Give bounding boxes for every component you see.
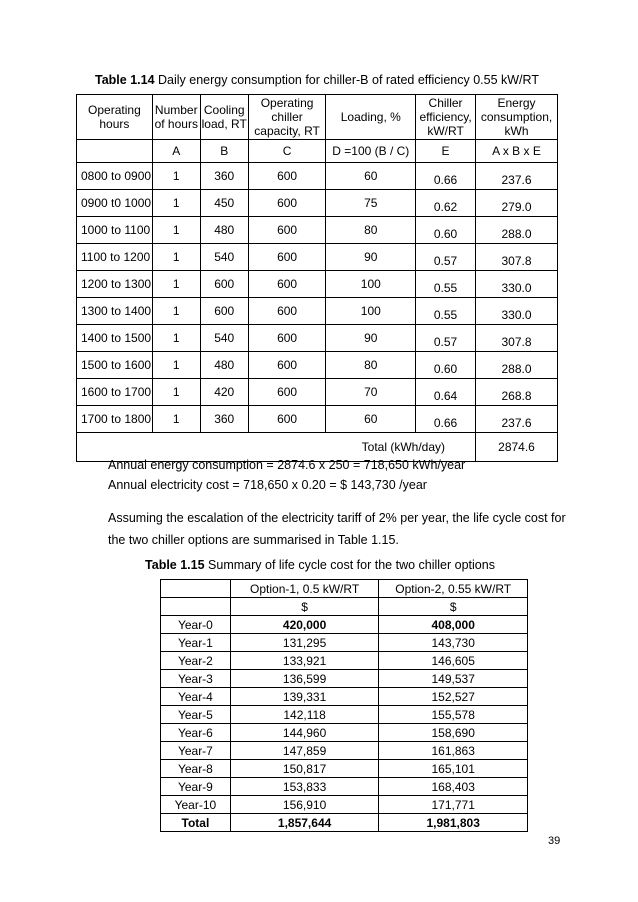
- table-cell: 1500 to 1600: [77, 352, 153, 379]
- table-cell: 420: [200, 379, 248, 406]
- table-cell: 0.66: [416, 163, 476, 190]
- table-cell: 171,771: [379, 796, 528, 814]
- table-cell: 161,863: [379, 742, 528, 760]
- table-cell: 0.60: [416, 352, 476, 379]
- table-row: [161, 616, 528, 634]
- table-row: [77, 298, 558, 325]
- table-cell: 1: [152, 298, 200, 325]
- annual-energy-text: Annual energy consumption = 2874.6 x 250 = 718,650 kWh/year: [108, 458, 466, 472]
- table-cell: 540: [200, 244, 248, 271]
- table-row: [161, 760, 528, 778]
- unit-option-1: $: [230, 598, 379, 616]
- table-cell: 1: [152, 271, 200, 298]
- table-cell: 1: [152, 379, 200, 406]
- table-cell: 600: [248, 217, 326, 244]
- table-cell: 360: [200, 163, 248, 190]
- table-cell: 155,578: [379, 706, 528, 724]
- header-option-2: Option-2, 0.55 kW/RT: [379, 580, 528, 598]
- header-chiller-efficiency: Chiller efficiency, kW/RT: [416, 95, 476, 140]
- table-cell: 408,000: [379, 616, 528, 634]
- table-row: [161, 706, 528, 724]
- table-cell: 480: [200, 352, 248, 379]
- table-cell: 600: [248, 271, 326, 298]
- table-1-14-label: Table 1.14: [95, 73, 155, 87]
- subheader: A x B x E: [476, 140, 558, 163]
- table-cell: 450: [200, 190, 248, 217]
- table-cell: 420,000: [230, 616, 379, 634]
- table-cell: 144,960: [230, 724, 379, 742]
- table-cell: 288.0: [476, 352, 558, 379]
- table-row: [161, 652, 528, 670]
- table-cell: 142,118: [230, 706, 379, 724]
- table-cell: 600: [248, 244, 326, 271]
- table-cell: 237.6: [476, 163, 558, 190]
- table-1-15-label: Table 1.15: [145, 558, 205, 572]
- table-row: [161, 688, 528, 706]
- table-cell: 360: [200, 406, 248, 433]
- table-cell: 279.0: [476, 190, 558, 217]
- subheader: D =100 (B / C): [326, 140, 416, 163]
- table-row-total: [161, 814, 528, 832]
- table-cell: 600: [200, 271, 248, 298]
- subheader: A: [152, 140, 200, 163]
- table-cell: 1: [152, 190, 200, 217]
- table-cell: 131,295: [230, 634, 379, 652]
- header-cooling-load: Cooling load, RT: [200, 95, 248, 140]
- table-cell: 540: [200, 325, 248, 352]
- subheader: B: [200, 140, 248, 163]
- table-cell: 600: [248, 352, 326, 379]
- table-1-15-caption: [120, 558, 520, 572]
- table-cell: 0800 to 0900: [77, 163, 153, 190]
- table-cell: 1: [152, 325, 200, 352]
- table-cell: Year-2: [161, 652, 231, 670]
- table-cell: 168,403: [379, 778, 528, 796]
- table-cell: 1: [152, 163, 200, 190]
- table-cell: 80: [326, 217, 416, 244]
- table-row: [77, 244, 558, 271]
- subheader: [77, 140, 153, 163]
- table-row: [161, 670, 528, 688]
- table-cell: Year-9: [161, 778, 231, 796]
- daily-energy-table: [76, 94, 558, 462]
- table-row: [161, 796, 528, 814]
- table-cell: 149,537: [379, 670, 528, 688]
- escalation-paragraph: Assuming the escalation of the electricity tariff of 2% per year, the life cycle cost for the two chiller options are summarised in Table 1.15.: [108, 511, 566, 547]
- table-cell: 100: [326, 271, 416, 298]
- table-1-15-title: Summary of life cycle cost for the two chiller options: [204, 558, 495, 572]
- table-cell: 158,690: [379, 724, 528, 742]
- table-cell: 0.66: [416, 406, 476, 433]
- table-cell: 600: [248, 325, 326, 352]
- table-cell: 0.55: [416, 271, 476, 298]
- table-cell: 600: [248, 298, 326, 325]
- unit-option-2: $: [379, 598, 528, 616]
- table-cell: 600: [248, 190, 326, 217]
- table-row: [77, 325, 558, 352]
- table-cell: 0.55: [416, 298, 476, 325]
- table-cell: 90: [326, 244, 416, 271]
- table-cell: 156,910: [230, 796, 379, 814]
- table-cell: 600: [248, 406, 326, 433]
- table-cell: 1400 to 1500: [77, 325, 153, 352]
- table-cell: 600: [248, 379, 326, 406]
- header-energy-consumption: Energy consumption, kWh: [476, 95, 558, 140]
- table-cell: Year-4: [161, 688, 231, 706]
- header-operating-hours: Operating hours: [77, 95, 153, 140]
- table-cell: 75: [326, 190, 416, 217]
- table-cell: 1600 to 1700: [77, 379, 153, 406]
- table-cell: Year-8: [161, 760, 231, 778]
- table-cell: 0.64: [416, 379, 476, 406]
- header-option-1: Option-1, 0.5 kW/RT: [230, 580, 379, 598]
- table-units-row: [161, 598, 528, 616]
- table-row: [77, 406, 558, 433]
- table-cell: 0.57: [416, 325, 476, 352]
- table-row: [77, 190, 558, 217]
- table-cell: 330.0: [476, 271, 558, 298]
- table-cell: 268.8: [476, 379, 558, 406]
- table-cell: 70: [326, 379, 416, 406]
- table-cell: 0.57: [416, 244, 476, 271]
- header-loading: Loading, %: [326, 95, 416, 140]
- table-cell: 90: [326, 325, 416, 352]
- table-cell: 150,817: [230, 760, 379, 778]
- table-row: [77, 271, 558, 298]
- table-cell: 1: [152, 244, 200, 271]
- table-cell: 237.6: [476, 406, 558, 433]
- table-cell: 136,599: [230, 670, 379, 688]
- header-chiller-capacity: Operating chiller capacity, RT: [248, 95, 326, 140]
- table-row: [77, 163, 558, 190]
- table-cell: 139,331: [230, 688, 379, 706]
- table-cell: Year-0: [161, 616, 231, 634]
- table-row: [77, 379, 558, 406]
- life-cycle-cost-table: [160, 579, 528, 832]
- table-cell: 153,833: [230, 778, 379, 796]
- table-cell: 480: [200, 217, 248, 244]
- subheader: C: [248, 140, 326, 163]
- header-blank: [161, 580, 231, 598]
- table-cell: 307.8: [476, 244, 558, 271]
- table-cell: Year-5: [161, 706, 231, 724]
- table-cell: 80: [326, 352, 416, 379]
- table-cell: 100: [326, 298, 416, 325]
- table-cell: 0900 t0 1000: [77, 190, 153, 217]
- table-cell: Year-7: [161, 742, 231, 760]
- table-cell: 1300 to 1400: [77, 298, 153, 325]
- table-1-14-title: Daily energy consumption for chiller-B of rated efficiency 0.55 kW/RT: [154, 73, 539, 87]
- table-cell: 152,527: [379, 688, 528, 706]
- table-cell: 1000 to 1100: [77, 217, 153, 244]
- subheader: E: [416, 140, 476, 163]
- table-cell: 0.62: [416, 190, 476, 217]
- header-number-of-hours: Number of hours: [152, 95, 200, 140]
- table-cell: 1,981,803: [379, 814, 528, 832]
- table-cell: 143,730: [379, 634, 528, 652]
- table-row: [161, 634, 528, 652]
- table-cell: 1: [152, 352, 200, 379]
- table-cell: 60: [326, 163, 416, 190]
- table-cell: Total: [161, 814, 231, 832]
- table-cell: 165,101: [379, 760, 528, 778]
- table-cell: 146,605: [379, 652, 528, 670]
- table-row: [77, 217, 558, 244]
- table-cell: 133,921: [230, 652, 379, 670]
- table-header-row: [161, 580, 528, 598]
- table-cell: 1100 to 1200: [77, 244, 153, 271]
- table-cell: 1,857,644: [230, 814, 379, 832]
- table-cell: 288.0: [476, 217, 558, 244]
- table-cell: 0.60: [416, 217, 476, 244]
- page-number: 39: [548, 835, 561, 847]
- table-cell: 1: [152, 217, 200, 244]
- table-row: [161, 778, 528, 796]
- table-cell: 600: [200, 298, 248, 325]
- table-1-14-caption: [76, 73, 558, 87]
- table-cell: Year-3: [161, 670, 231, 688]
- table-cell: 1700 to 1800: [77, 406, 153, 433]
- table-row: [161, 724, 528, 742]
- table-cell: 330.0: [476, 298, 558, 325]
- annual-cost-text: Annual electricity cost = 718,650 x 0.20 = $ 143,730 /year: [108, 478, 427, 492]
- table-cell: 1: [152, 406, 200, 433]
- table-cell: 1200 to 1300: [77, 271, 153, 298]
- table-cell: Year-6: [161, 724, 231, 742]
- table-cell: 60: [326, 406, 416, 433]
- table-cell: 600: [248, 163, 326, 190]
- table-row: [161, 742, 528, 760]
- table-cell: 307.8: [476, 325, 558, 352]
- total-value: 2874.6: [476, 433, 558, 462]
- table-cell: Year-10: [161, 796, 231, 814]
- table-row: [77, 352, 558, 379]
- total-label: Total (kWh/day): [77, 433, 476, 462]
- unit-blank: [161, 598, 231, 616]
- table-cell: 147,859: [230, 742, 379, 760]
- table-cell: Year-1: [161, 634, 231, 652]
